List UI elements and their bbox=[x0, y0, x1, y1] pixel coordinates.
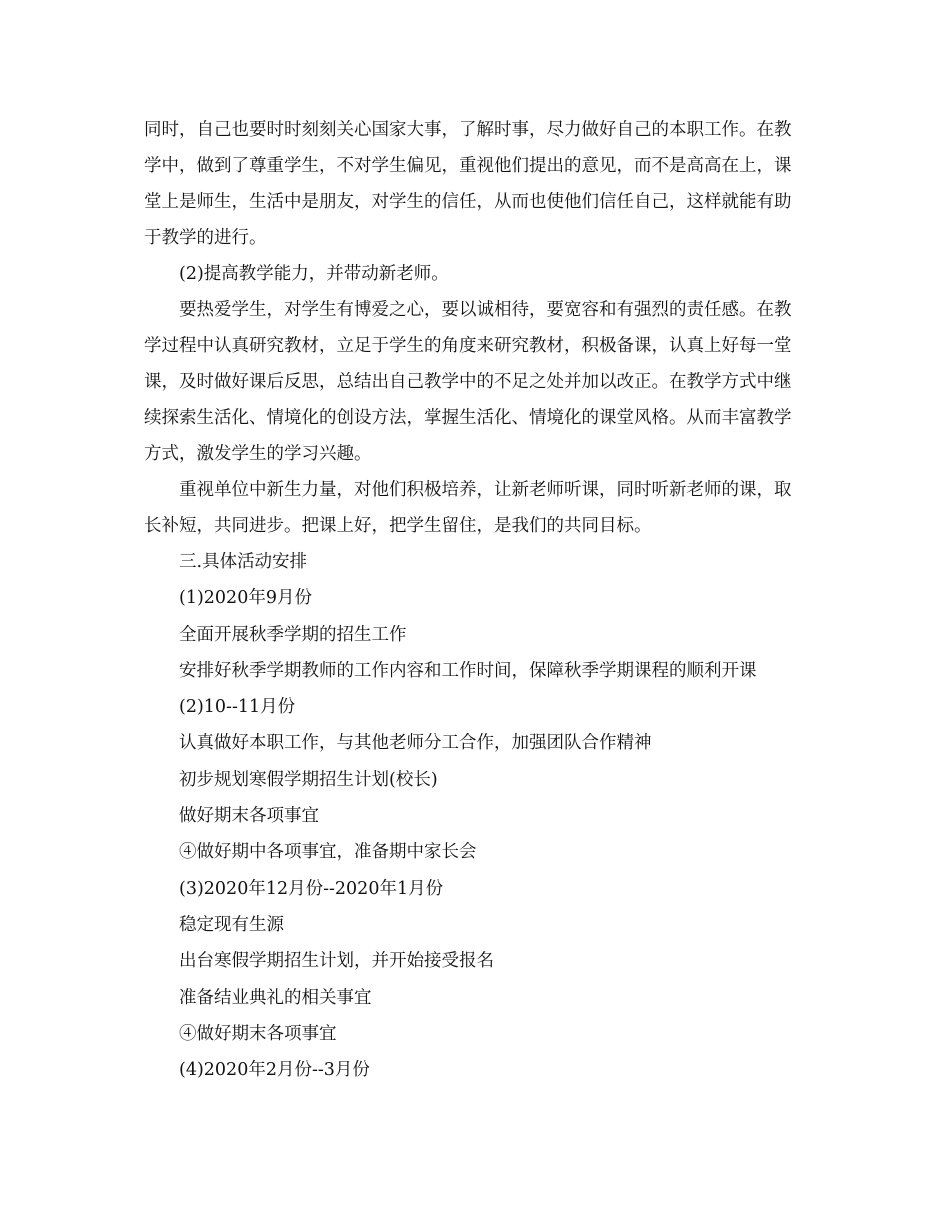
document-body bbox=[144, 112, 804, 1088]
list-item: 做好期末各项事宜 bbox=[179, 806, 319, 827]
list-item: ④做好期中各项事宜，准备期中家长会 bbox=[179, 842, 477, 863]
list-item: ④做好期末各项事宜 bbox=[179, 1023, 337, 1044]
list-item: (3)2020年12月份--2020年1月份 bbox=[179, 878, 444, 899]
list-item: 全面开展秋季学期的招生工作 bbox=[179, 624, 407, 645]
section-heading-activity-schedule: 三.具体活动安排 bbox=[179, 552, 308, 572]
list-item: (1)2020年9月份 bbox=[179, 588, 312, 609]
list-item: (2)10--11月份 bbox=[179, 697, 296, 718]
list-item: 准备结业典礼的相关事宜 bbox=[179, 987, 372, 1008]
list-item: 认真做好本职工作，与其他老师分工合作，加强团队合作精神 bbox=[179, 733, 652, 754]
paragraph-love-students: 要热爱学生，对学生有博爱之心，要以诚相待，要宽容和有强烈的责任感。在教学过程中认真研究教材，立足于学生的角度来研究教材，积极备课，认真上好每一堂课，及时做好课后反思，总结出自己教学中的不足之处并加以改正。在教学方式中继续探索生活化、情境化的创设方法，掌握生活化、情境化的课堂风格。从而丰富教学方式，激发学生的学习兴趣。 bbox=[144, 300, 792, 464]
list-item: 稳定现有生源 bbox=[179, 914, 284, 935]
list-item: (4)2020年2月份--3月份 bbox=[179, 1060, 370, 1081]
paragraph-teacher-attitude: 同时，自己也要时时刻刻关心国家大事，了解时事，尽力做好自己的本职工作。在教学中，做到了尊重学生，不对学生偏见，重视他们提出的意见，而不是高高在上，课堂上是师生，生活中是朋友，对学生的信任，从而也使他们信任自己，这样就能有助于教学的进行。 bbox=[144, 120, 792, 248]
list-item: 安排好秋季学期教师的工作内容和工作时间，保障秋季学期课程的顺利开课 bbox=[179, 660, 757, 681]
list-item: 初步规划寒假学期招生计划(校长) bbox=[179, 769, 438, 790]
list-item: 出台寒假学期招生计划，并开始接受报名 bbox=[179, 951, 494, 972]
paragraph-new-teachers: 重视单位中新生力量，对他们积极培养，让新老师听课，同时听新老师的课，取长补短，共同进步。把课上好，把学生留住，是我们的共同目标。 bbox=[144, 480, 792, 536]
paragraph-heading-teaching-ability: (2)提高教学能力，并带动新老师。 bbox=[179, 264, 449, 284]
